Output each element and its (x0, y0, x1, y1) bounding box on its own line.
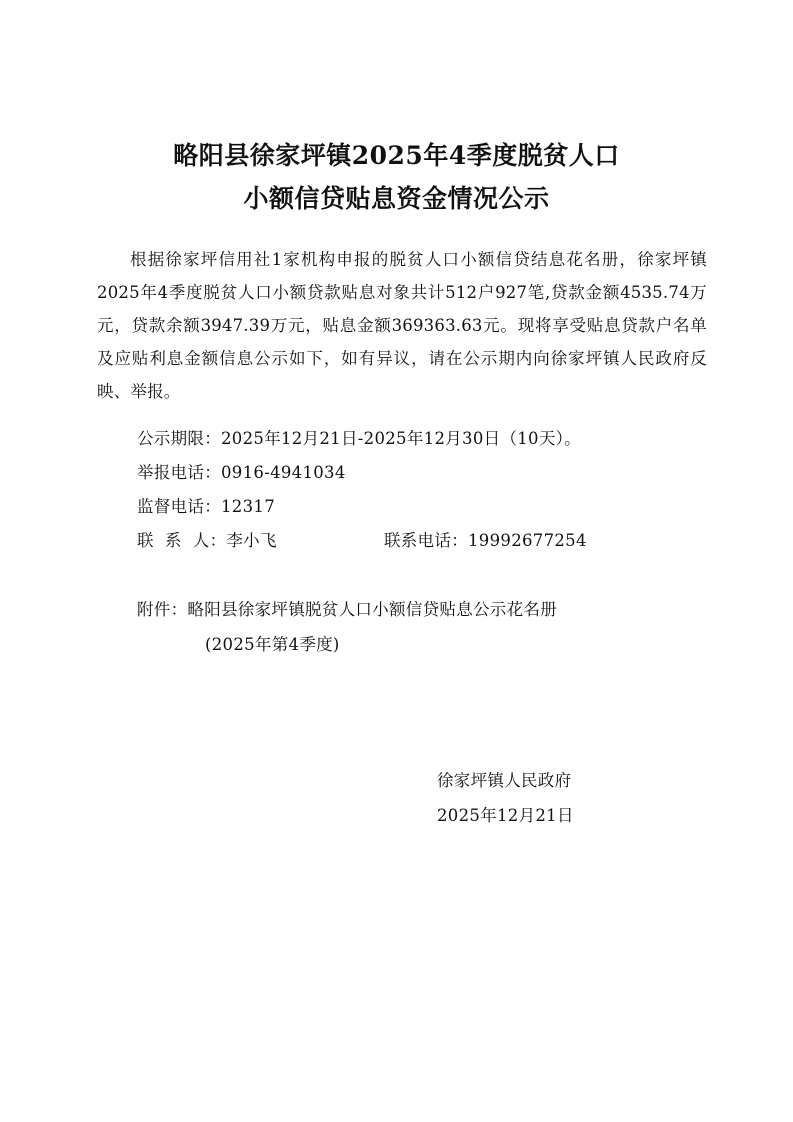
attachment-line-2: (2025年第4季度) (205, 635, 340, 654)
announcement-paragraph: 根据徐家坪信用社1家机构申报的脱贫人口小额信贷结息花名册，徐家坪镇2025年4季度脱贫人口小额贷款贴息对象共计512户927笔,贷款金额4535.74万元，贷款余额3947.39万元，贴息金额369363.63元。现将享受贴息贷款户名单及应贴利息金额信息公示如下，如有异议，请在公示期内向徐家坪镇人民政府反映、举报。 (97, 250, 707, 401)
report-phone: 举报电话：0916-4941034 (137, 463, 346, 482)
document-title-line-1: 略阳县徐家坪镇2025年4季度脱贫人口 (173, 141, 620, 170)
announcement-period: 公示期限：2025年12月21日-2025年12月30日（10天）。 (137, 429, 581, 448)
document-title-line-2: 小额信贷贴息资金情况公示 (243, 184, 550, 213)
signature-date: 2025年12月21日 (437, 806, 574, 825)
attachment-line-1: 附件：略阳县徐家坪镇脱贫人口小额信贷贴息公示花名册 (137, 600, 557, 619)
signature-organization: 徐家坪镇人民政府 (437, 771, 572, 790)
contact-person: 联 系 人：李小飞 (137, 531, 277, 550)
supervision-phone: 监督电话：12317 (137, 497, 275, 516)
contact-phone: 联系电话：19992677254 (384, 531, 587, 550)
